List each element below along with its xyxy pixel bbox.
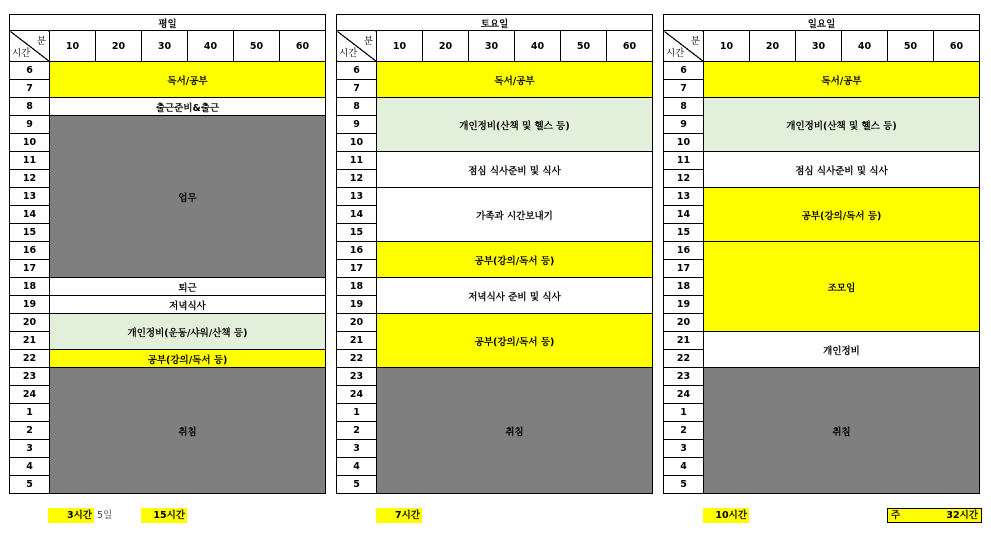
- hour-cell: 9: [664, 116, 704, 134]
- hour-cell: 17: [337, 260, 377, 278]
- corner-header-cell: [337, 31, 377, 62]
- hour-cell: 24: [10, 386, 50, 404]
- minute-column-header: 30: [469, 31, 515, 62]
- hour-cell: 5: [337, 476, 377, 494]
- hour-cell: 14: [337, 206, 377, 224]
- hour-cell: 6: [337, 62, 377, 80]
- schedule-title: 평일: [10, 15, 326, 31]
- hour-cell: 6: [664, 62, 704, 80]
- hour-cell: 8: [664, 98, 704, 116]
- hour-cell: 21: [10, 332, 50, 350]
- hour-cell: 12: [664, 170, 704, 188]
- minute-column-header: 40: [842, 31, 888, 62]
- activity-block: 공부(강의/독서 등): [50, 350, 326, 368]
- minute-column-header: 40: [515, 31, 561, 62]
- minute-header-label: 분: [690, 36, 700, 47]
- hour-cell: 22: [337, 350, 377, 368]
- hour-cell: 6: [10, 62, 50, 80]
- hour-cell: 3: [664, 440, 704, 458]
- weekly-total-value: 32시간: [946, 510, 978, 521]
- hour-cell: 19: [664, 296, 704, 314]
- hour-cell: 18: [337, 278, 377, 296]
- hour-cell: 16: [664, 242, 704, 260]
- hour-cell: 4: [10, 458, 50, 476]
- hour-cell: 12: [10, 170, 50, 188]
- minute-column-header: 20: [96, 31, 142, 62]
- activity-block: 업무: [50, 116, 326, 278]
- hour-cell: 18: [10, 278, 50, 296]
- hour-cell: 7: [664, 80, 704, 98]
- hour-cell: 21: [337, 332, 377, 350]
- schedule-title: 일요일: [664, 15, 980, 31]
- hour-cell: 14: [664, 206, 704, 224]
- hour-cell: 18: [664, 278, 704, 296]
- hour-cell: 3: [10, 440, 50, 458]
- minute-header-label: 분: [363, 36, 373, 47]
- hour-cell: 15: [10, 224, 50, 242]
- hour-cell: 17: [664, 260, 704, 278]
- activity-block: 출근준비&출근: [50, 98, 326, 116]
- hour-cell: 7: [10, 80, 50, 98]
- minute-column-header: 40: [188, 31, 234, 62]
- hour-cell: 16: [10, 242, 50, 260]
- minute-column-header: 50: [888, 31, 934, 62]
- hour-cell: 9: [10, 116, 50, 134]
- activity-block: 가족과 시간보내기: [377, 188, 653, 242]
- minute-column-header: 30: [796, 31, 842, 62]
- activity-block: 조모임: [704, 242, 980, 332]
- saturday-total-hours: 7시간: [376, 508, 422, 523]
- activity-block: 개인정비: [704, 332, 980, 368]
- minute-column-header: 10: [704, 31, 750, 62]
- activity-block: 퇴근: [50, 278, 326, 296]
- activity-block: 점심 식사준비 및 식사: [377, 152, 653, 188]
- minute-header-label: 분: [36, 36, 46, 47]
- minute-column-header: 20: [750, 31, 796, 62]
- hour-cell: 10: [337, 134, 377, 152]
- hour-cell: 2: [664, 422, 704, 440]
- hour-cell: 24: [337, 386, 377, 404]
- hour-cell: 20: [10, 314, 50, 332]
- hour-cell: 11: [10, 152, 50, 170]
- hour-cell: 21: [664, 332, 704, 350]
- hour-header-label: 시간: [666, 48, 685, 59]
- sunday-schedule-table: [663, 14, 980, 494]
- hour-cell: 8: [10, 98, 50, 116]
- hour-cell: 11: [337, 152, 377, 170]
- activity-block: 저녁식사 준비 및 식사: [377, 278, 653, 314]
- hour-cell: 2: [337, 422, 377, 440]
- hour-cell: 11: [664, 152, 704, 170]
- activity-block: 독서/공부: [704, 62, 980, 98]
- weekday-total-hours: 15시간: [141, 508, 187, 523]
- hour-cell: 16: [337, 242, 377, 260]
- hour-cell: 13: [337, 188, 377, 206]
- hour-cell: 23: [10, 368, 50, 386]
- schedule-title: 토요일: [337, 15, 653, 31]
- hour-cell: 19: [10, 296, 50, 314]
- sunday-total-hours: 10시간: [703, 508, 749, 523]
- hour-cell: 17: [10, 260, 50, 278]
- hour-cell: 1: [337, 404, 377, 422]
- minute-column-header: 50: [234, 31, 280, 62]
- hour-cell: 4: [337, 458, 377, 476]
- activity-block: 저녁식사: [50, 296, 326, 314]
- hour-cell: 8: [337, 98, 377, 116]
- hour-cell: 10: [10, 134, 50, 152]
- hour-cell: 1: [10, 404, 50, 422]
- hour-cell: 15: [337, 224, 377, 242]
- hour-header-label: 시간: [339, 48, 358, 59]
- activity-block: 점심 식사준비 및 식사: [704, 152, 980, 188]
- hour-cell: 9: [337, 116, 377, 134]
- hour-cell: 7: [337, 80, 377, 98]
- activity-block: 개인정비(산책 및 헬스 등): [377, 98, 653, 152]
- hour-cell: 10: [664, 134, 704, 152]
- activity-block: 독서/공부: [377, 62, 653, 98]
- activity-block: 취침: [377, 368, 653, 494]
- saturday-schedule-table: [336, 14, 653, 494]
- corner-header-cell: [664, 31, 704, 62]
- hour-cell: 13: [664, 188, 704, 206]
- corner-header-cell: [10, 31, 50, 62]
- hour-cell: 19: [337, 296, 377, 314]
- activity-block: 독서/공부: [50, 62, 326, 98]
- minute-column-header: 50: [561, 31, 607, 62]
- activity-block: 공부(강의/독서 등): [704, 188, 980, 242]
- hour-cell: 2: [10, 422, 50, 440]
- hour-cell: 23: [337, 368, 377, 386]
- minute-column-header: 10: [50, 31, 96, 62]
- hour-cell: 3: [337, 440, 377, 458]
- hour-cell: 5: [664, 476, 704, 494]
- hour-cell: 20: [664, 314, 704, 332]
- hour-cell: 24: [664, 386, 704, 404]
- hour-cell: 22: [664, 350, 704, 368]
- minute-column-header: 60: [934, 31, 980, 62]
- weekday-daily-hours: 3시간: [48, 508, 94, 523]
- minute-column-header: 30: [142, 31, 188, 62]
- hour-cell: 4: [664, 458, 704, 476]
- hour-cell: 23: [664, 368, 704, 386]
- weekday-schedule-table: [9, 14, 326, 494]
- hour-cell: 12: [337, 170, 377, 188]
- activity-block: 개인정비(운동/샤워/산책 등): [50, 314, 326, 350]
- activity-block: 취침: [704, 368, 980, 494]
- weekly-total-box: [887, 508, 982, 523]
- activity-block: 공부(강의/독서 등): [377, 314, 653, 368]
- weekly-total-label: 주: [891, 510, 901, 521]
- hour-cell: 22: [10, 350, 50, 368]
- minute-column-header: 10: [377, 31, 423, 62]
- hour-cell: 15: [664, 224, 704, 242]
- minute-column-header: 20: [423, 31, 469, 62]
- minute-column-header: 60: [607, 31, 653, 62]
- activity-block: 취침: [50, 368, 326, 494]
- hour-cell: 20: [337, 314, 377, 332]
- hour-cell: 13: [10, 188, 50, 206]
- weekday-days-count: 5일: [97, 510, 113, 521]
- hour-cell: 14: [10, 206, 50, 224]
- hour-cell: 5: [10, 476, 50, 494]
- hour-header-label: 시간: [12, 48, 31, 59]
- hour-cell: 1: [664, 404, 704, 422]
- activity-block: 개인정비(산책 및 헬스 등): [704, 98, 980, 152]
- minute-column-header: 60: [280, 31, 326, 62]
- activity-block: 공부(강의/독서 등): [377, 242, 653, 278]
